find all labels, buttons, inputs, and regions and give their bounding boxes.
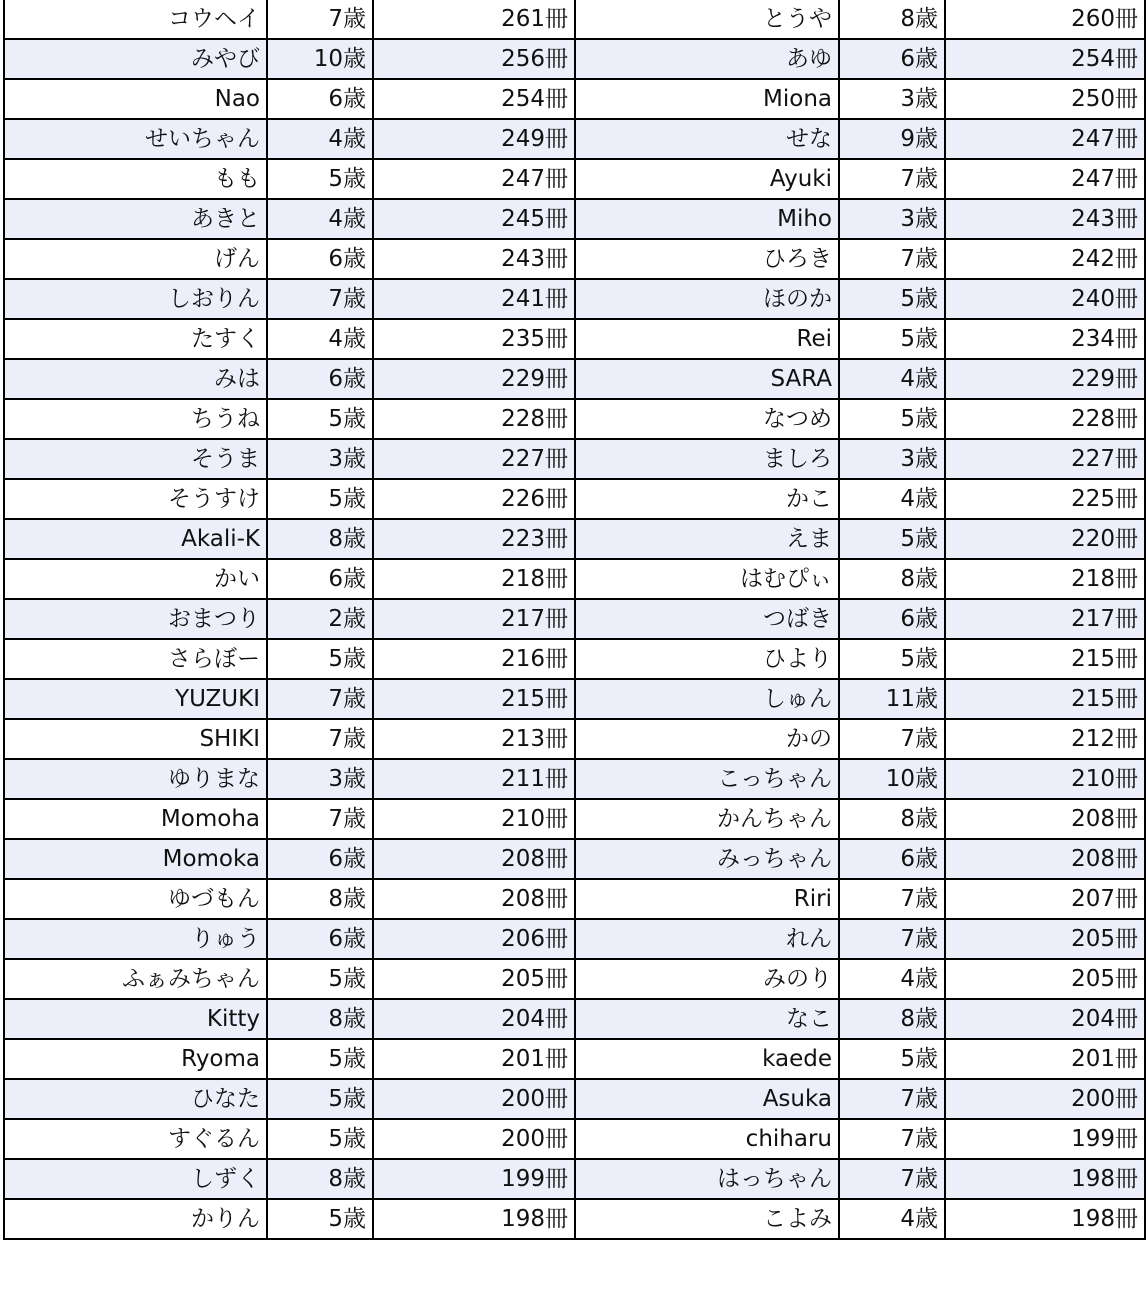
age-cell: 5歳 [267, 479, 373, 519]
age-cell: 7歳 [839, 159, 945, 199]
age-cell: 6歳 [839, 39, 945, 79]
child-name-cell: そうすけ [4, 479, 267, 519]
table-row [4, 719, 1145, 759]
book-count-cell: 247冊 [373, 159, 575, 199]
age-cell: 8歳 [839, 799, 945, 839]
child-name-cell: すぐるん [4, 1119, 267, 1159]
table-row [4, 1039, 1145, 1079]
child-name-cell: そうま [4, 439, 267, 479]
table-row [4, 279, 1145, 319]
book-count-cell: 245冊 [373, 199, 575, 239]
child-name-cell: しずく [4, 1159, 267, 1199]
child-name-cell: SARA [575, 359, 839, 399]
age-cell: 3歳 [267, 759, 373, 799]
age-cell: 5歳 [267, 1199, 373, 1239]
table-row [4, 39, 1145, 79]
child-name-cell: たすく [4, 319, 267, 359]
child-name-cell: せな [575, 119, 839, 159]
book-count-cell: 223冊 [373, 519, 575, 559]
child-name-cell: かりん [4, 1199, 267, 1239]
child-name-cell: ましろ [575, 439, 839, 479]
age-cell: 5歳 [267, 959, 373, 999]
book-count-cell: 215冊 [945, 639, 1145, 679]
age-cell: 6歳 [267, 239, 373, 279]
book-count-cell: 218冊 [945, 559, 1145, 599]
child-name-cell: ゆりまな [4, 759, 267, 799]
age-cell: 4歳 [839, 1199, 945, 1239]
table-row [4, 999, 1145, 1039]
book-count-cell: 217冊 [373, 599, 575, 639]
book-count-cell: 198冊 [945, 1199, 1145, 1239]
book-count-cell: 227冊 [945, 439, 1145, 479]
book-count-cell: 243冊 [373, 239, 575, 279]
age-cell: 7歳 [839, 1159, 945, 1199]
age-cell: 5歳 [839, 319, 945, 359]
book-count-cell: 216冊 [373, 639, 575, 679]
book-count-cell: 260冊 [945, 0, 1145, 39]
age-cell: 8歳 [267, 1159, 373, 1199]
book-count-cell: 201冊 [945, 1039, 1145, 1079]
age-cell: 6歳 [267, 919, 373, 959]
book-count-cell: 241冊 [373, 279, 575, 319]
age-cell: 2歳 [267, 599, 373, 639]
table-row [4, 679, 1145, 719]
book-count-cell: 212冊 [945, 719, 1145, 759]
book-count-cell: 198冊 [945, 1159, 1145, 1199]
child-name-cell: Riri [575, 879, 839, 919]
table-row [4, 199, 1145, 239]
table-row [4, 479, 1145, 519]
child-name-cell: YUZUKI [4, 679, 267, 719]
book-count-cell: 200冊 [945, 1079, 1145, 1119]
age-cell: 8歳 [839, 0, 945, 39]
child-name-cell: しゅん [575, 679, 839, 719]
table-row [4, 1079, 1145, 1119]
child-name-cell: とうや [575, 0, 839, 39]
book-count-cell: 228冊 [373, 399, 575, 439]
age-cell: 7歳 [267, 719, 373, 759]
book-count-cell: 205冊 [945, 959, 1145, 999]
book-count-cell: 210冊 [373, 799, 575, 839]
book-count-cell: 208冊 [373, 839, 575, 879]
age-cell: 8歳 [267, 519, 373, 559]
age-cell: 5歳 [839, 519, 945, 559]
child-name-cell: かの [575, 719, 839, 759]
book-count-cell: 215冊 [373, 679, 575, 719]
age-cell: 6歳 [267, 79, 373, 119]
child-name-cell: Kitty [4, 999, 267, 1039]
age-cell: 4歳 [267, 319, 373, 359]
book-count-cell: 198冊 [373, 1199, 575, 1239]
age-cell: 8歳 [839, 559, 945, 599]
table-row [4, 559, 1145, 599]
age-cell: 8歳 [267, 879, 373, 919]
age-cell: 5歳 [267, 399, 373, 439]
child-name-cell: Momoha [4, 799, 267, 839]
age-cell: 7歳 [839, 919, 945, 959]
age-cell: 11歳 [839, 679, 945, 719]
child-name-cell: なつめ [575, 399, 839, 439]
book-count-cell: 229冊 [373, 359, 575, 399]
reading-ranking-table [3, 0, 1146, 1240]
book-count-cell: 250冊 [945, 79, 1145, 119]
age-cell: 5歳 [839, 279, 945, 319]
child-name-cell: Miona [575, 79, 839, 119]
child-name-cell: ゆづもん [4, 879, 267, 919]
book-count-cell: 240冊 [945, 279, 1145, 319]
age-cell: 3歳 [839, 199, 945, 239]
age-cell: 10歳 [839, 759, 945, 799]
child-name-cell: Ayuki [575, 159, 839, 199]
book-count-cell: 220冊 [945, 519, 1145, 559]
child-name-cell: はむぴぃ [575, 559, 839, 599]
book-count-cell: 208冊 [373, 879, 575, 919]
child-name-cell: Rei [575, 319, 839, 359]
book-count-cell: 243冊 [945, 199, 1145, 239]
age-cell: 5歳 [267, 1119, 373, 1159]
child-name-cell: ひろき [575, 239, 839, 279]
age-cell: 4歳 [267, 119, 373, 159]
age-cell: 7歳 [839, 719, 945, 759]
child-name-cell: もも [4, 159, 267, 199]
age-cell: 7歳 [267, 279, 373, 319]
book-count-cell: 235冊 [373, 319, 575, 359]
table-row [4, 359, 1145, 399]
book-count-cell: 199冊 [373, 1159, 575, 1199]
book-count-cell: 213冊 [373, 719, 575, 759]
table-row [4, 399, 1145, 439]
book-count-cell: 234冊 [945, 319, 1145, 359]
child-name-cell: Asuka [575, 1079, 839, 1119]
child-name-cell: ひより [575, 639, 839, 679]
child-name-cell: Momoka [4, 839, 267, 879]
table-row [4, 1119, 1145, 1159]
child-name-cell: れん [575, 919, 839, 959]
table-row [4, 919, 1145, 959]
child-name-cell: Nao [4, 79, 267, 119]
child-name-cell: kaede [575, 1039, 839, 1079]
age-cell: 5歳 [267, 1039, 373, 1079]
table-row [4, 1159, 1145, 1199]
age-cell: 5歳 [267, 1079, 373, 1119]
ranking-rows [4, 0, 1145, 1239]
age-cell: 7歳 [839, 1079, 945, 1119]
book-count-cell: 204冊 [373, 999, 575, 1039]
book-count-cell: 207冊 [945, 879, 1145, 919]
child-name-cell: せいちゃん [4, 119, 267, 159]
age-cell: 5歳 [839, 1039, 945, 1079]
age-cell: 6歳 [839, 599, 945, 639]
table-row [4, 159, 1145, 199]
book-count-cell: 218冊 [373, 559, 575, 599]
age-cell: 7歳 [839, 239, 945, 279]
child-name-cell: みっちゃん [575, 839, 839, 879]
child-name-cell: ひなた [4, 1079, 267, 1119]
age-cell: 5歳 [267, 159, 373, 199]
book-count-cell: 217冊 [945, 599, 1145, 639]
age-cell: 8歳 [267, 999, 373, 1039]
age-cell: 5歳 [839, 399, 945, 439]
book-count-cell: 201冊 [373, 1039, 575, 1079]
age-cell: 3歳 [839, 79, 945, 119]
age-cell: 4歳 [267, 199, 373, 239]
book-count-cell: 204冊 [945, 999, 1145, 1039]
child-name-cell: ほのか [575, 279, 839, 319]
book-count-cell: 247冊 [945, 119, 1145, 159]
table-row [4, 239, 1145, 279]
child-name-cell: こよみ [575, 1199, 839, 1239]
table-row [4, 599, 1145, 639]
age-cell: 8歳 [839, 999, 945, 1039]
table-row [4, 519, 1145, 559]
book-count-cell: 261冊 [373, 0, 575, 39]
book-count-cell: 208冊 [945, 799, 1145, 839]
age-cell: 4歳 [839, 479, 945, 519]
book-count-cell: 254冊 [945, 39, 1145, 79]
age-cell: 6歳 [267, 359, 373, 399]
child-name-cell: ちうね [4, 399, 267, 439]
age-cell: 7歳 [267, 799, 373, 839]
child-name-cell: おまつり [4, 599, 267, 639]
book-count-cell: 200冊 [373, 1079, 575, 1119]
age-cell: 6歳 [267, 839, 373, 879]
child-name-cell: かんちゃん [575, 799, 839, 839]
book-count-cell: 229冊 [945, 359, 1145, 399]
age-cell: 7歳 [839, 1119, 945, 1159]
book-count-cell: 199冊 [945, 1119, 1145, 1159]
book-count-cell: 211冊 [373, 759, 575, 799]
child-name-cell: Ryoma [4, 1039, 267, 1079]
table-row [4, 839, 1145, 879]
book-count-cell: 247冊 [945, 159, 1145, 199]
book-count-cell: 256冊 [373, 39, 575, 79]
table-row [4, 0, 1145, 39]
child-name-cell: コウヘイ [4, 0, 267, 39]
child-name-cell: さらぼー [4, 639, 267, 679]
book-count-cell: 200冊 [373, 1119, 575, 1159]
table-row [4, 959, 1145, 999]
child-name-cell: ふぁみちゃん [4, 959, 267, 999]
table-row [4, 79, 1145, 119]
child-name-cell: Akali-K [4, 519, 267, 559]
age-cell: 4歳 [839, 359, 945, 399]
book-count-cell: 249冊 [373, 119, 575, 159]
child-name-cell: みは [4, 359, 267, 399]
age-cell: 7歳 [267, 679, 373, 719]
child-name-cell: あゆ [575, 39, 839, 79]
book-count-cell: 254冊 [373, 79, 575, 119]
child-name-cell: かい [4, 559, 267, 599]
age-cell: 10歳 [267, 39, 373, 79]
table-row [4, 639, 1145, 679]
book-count-cell: 228冊 [945, 399, 1145, 439]
book-count-cell: 206冊 [373, 919, 575, 959]
child-name-cell: みやび [4, 39, 267, 79]
child-name-cell: つばき [575, 599, 839, 639]
table-row [4, 759, 1145, 799]
child-name-cell: げん [4, 239, 267, 279]
table-row [4, 439, 1145, 479]
table-row [4, 879, 1145, 919]
book-count-cell: 242冊 [945, 239, 1145, 279]
child-name-cell: りゅう [4, 919, 267, 959]
child-name-cell: あきと [4, 199, 267, 239]
child-name-cell: みのり [575, 959, 839, 999]
book-count-cell: 205冊 [945, 919, 1145, 959]
child-name-cell: chiharu [575, 1119, 839, 1159]
age-cell: 6歳 [839, 839, 945, 879]
book-count-cell: 215冊 [945, 679, 1145, 719]
table-row [4, 319, 1145, 359]
book-count-cell: 227冊 [373, 439, 575, 479]
child-name-cell: こっちゃん [575, 759, 839, 799]
child-name-cell: かこ [575, 479, 839, 519]
book-count-cell: 210冊 [945, 759, 1145, 799]
age-cell: 6歳 [267, 559, 373, 599]
book-count-cell: 208冊 [945, 839, 1145, 879]
book-count-cell: 225冊 [945, 479, 1145, 519]
table-row [4, 119, 1145, 159]
child-name-cell: えま [575, 519, 839, 559]
age-cell: 5歳 [839, 639, 945, 679]
child-name-cell: はっちゃん [575, 1159, 839, 1199]
age-cell: 3歳 [839, 439, 945, 479]
age-cell: 4歳 [839, 959, 945, 999]
age-cell: 7歳 [267, 0, 373, 39]
table-row [4, 799, 1145, 839]
age-cell: 3歳 [267, 439, 373, 479]
age-cell: 9歳 [839, 119, 945, 159]
child-name-cell: しおりん [4, 279, 267, 319]
book-count-cell: 226冊 [373, 479, 575, 519]
child-name-cell: Miho [575, 199, 839, 239]
age-cell: 5歳 [267, 639, 373, 679]
child-name-cell: なこ [575, 999, 839, 1039]
age-cell: 7歳 [839, 879, 945, 919]
child-name-cell: SHIKI [4, 719, 267, 759]
book-count-cell: 205冊 [373, 959, 575, 999]
table-row [4, 1199, 1145, 1239]
